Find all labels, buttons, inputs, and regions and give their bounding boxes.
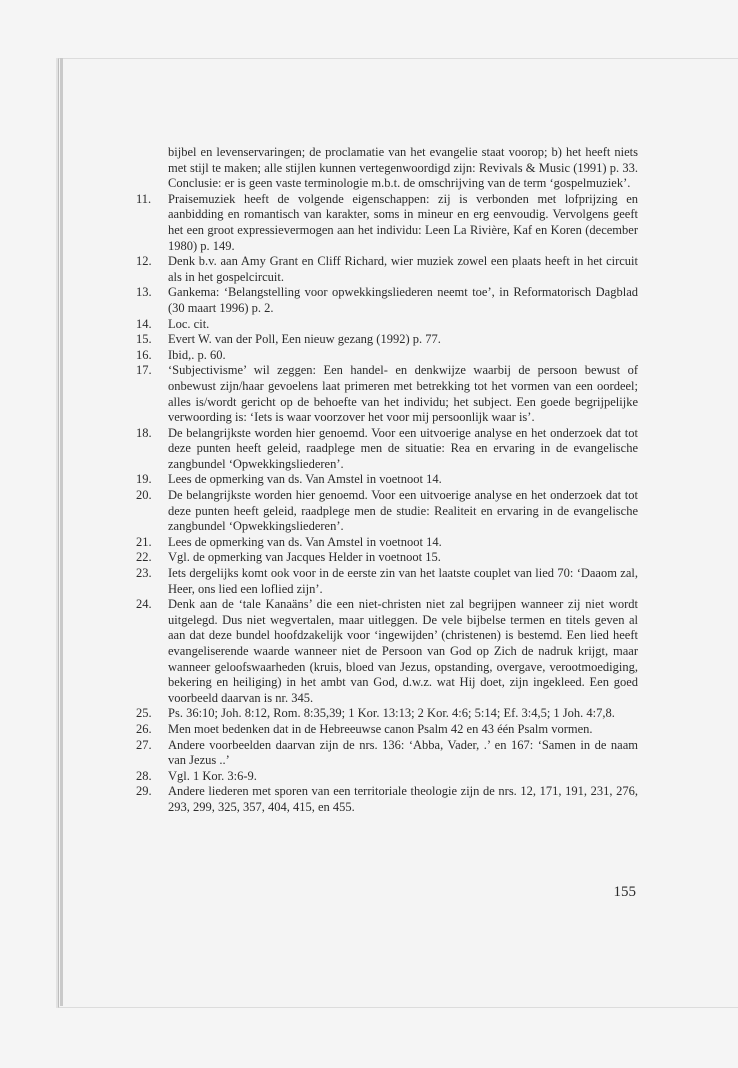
footnote-text: Lees de opmerking van ds. Van Amstel in voetnoot 14.	[168, 472, 442, 487]
footnote-text: De belangrijkste worden hier genoemd. Voor een uitvoerige analyse en het onderzoek dat tot deze punten heeft geleid, raadplege men de situatie: Rea en ervaring in de evangelische zangbundel ‘Opwekkingsliederen’.	[168, 425, 638, 471]
footnote-continuation: bijbel en levenservaringen; de proclamatie van het evangelie staat voorop; b) het heeft niets met stijl te maken; alle stijlen kunnen vertegenwoordigd zijn: Revivals & Music (1991) p. 33. Conclusie: er is geen vaste terminologie m.b.t. de omschrijving van de term ‘gospelmuziek’.	[168, 145, 638, 191]
footnote-number: 12.	[136, 254, 152, 269]
footnote-text: De belangrijkste worden hier genoemd. Voor een uitvoerige analyse en het onderzoek dat tot deze punten heeft geleid, raadplege men de studie: Realiteit en ervaring in de evangelische zangbundel ‘Opwekkingsliederen’.	[168, 488, 638, 534]
footnote-text: Denk b.v. aan Amy Grant en Cliff Richard, wier muziek zowel een plaats heeft in het circuit als in het gospelcircuit.	[168, 254, 638, 284]
footnote-number: 29.	[136, 784, 152, 799]
footnote-number: 17.	[136, 363, 152, 378]
footnote-number: 14.	[136, 316, 152, 331]
footnote-number: 21.	[136, 534, 152, 549]
footnote-number: 13.	[136, 285, 152, 300]
footnote-25	[136, 706, 638, 722]
footnote-number: 16.	[136, 347, 152, 362]
footnote-text: Vgl. 1 Kor. 3:6-9.	[168, 768, 257, 783]
footnote-15	[136, 332, 638, 348]
footnote-text: Denk aan de ‘tale Kanaäns’ die een niet-christen niet zal begrijpen wanneer zij niet wordt uitgelegd. Dus niet wegvertalen, maar uitleggen. De vele bijbelse termen en titels geven al aan dat deze bundel hoofdzakelijk voor ‘ingewijden’ (christenen) is bestemd. Een lied heeft evangeliserende waarde wanneer niet de Persoon van God op Zich de nadruk krijgt, maar wanneer geloofswaarheden (kruis, bloed van Jezus, opstanding, overgave, verootmoediging, bekering en heiliging) in het ambt van God, d.w.z. wat Hij doet, zijn ingekleed. Een goed voorbeeld daarvan is nr. 345.	[168, 597, 638, 705]
footnote-number: 19.	[136, 472, 152, 487]
footnote-19	[136, 472, 638, 488]
footnote-number: 28.	[136, 768, 152, 783]
footnote-18	[136, 426, 638, 473]
footnote-number: 20.	[136, 488, 152, 503]
footnote-20	[136, 488, 638, 535]
footnotes-block	[136, 145, 638, 816]
footnote-number: 15.	[136, 332, 152, 347]
footnote-number: 24.	[136, 597, 152, 612]
footnote-22	[136, 550, 638, 566]
footnote-21	[136, 535, 638, 551]
footnote-number: 25.	[136, 706, 152, 721]
footnote-11	[136, 192, 638, 254]
footnote-number: 27.	[136, 737, 152, 752]
footnote-26	[136, 722, 638, 738]
footnote-number: 23.	[136, 566, 152, 581]
footnote-text: Men moet bedenken dat in de Hebreeuwse canon Psalm 42 en 43 één Psalm vormen.	[168, 721, 593, 736]
footnote-14	[136, 317, 638, 333]
footnote-27	[136, 738, 638, 769]
footnote-23	[136, 566, 638, 597]
footnote-24	[136, 597, 638, 706]
footnote-text: Lees de opmerking van ds. Van Amstel in voetnoot 14.	[168, 534, 442, 549]
footnote-text: Ibid,. p. 60.	[168, 347, 226, 362]
footnote-28	[136, 769, 638, 785]
footnote-text: ‘Subjectivisme’ wil zeggen: Een handel- en denkwijze waarbij de persoon bewust of onbewust zijn/haar gevoelens laat primeren met betrekking tot het vormen van een oordeel; alles is/wordt gericht op de behoefte van het individu; het subject. Een goede begrijpelijke verwoording is: ‘Iets is waar voorzover het voor mij persoonlijk waar is’.	[168, 363, 638, 425]
footnote-text: Andere liederen met sporen van een territoriale theologie zijn de nrs. 12, 171, 191, 231, 276, 293, 299, 325, 357, 404, 415, en 455.	[168, 784, 638, 814]
footnote-16	[136, 348, 638, 364]
footnote-number: 26.	[136, 721, 152, 736]
footnote-text: Ps. 36:10; Joh. 8:12, Rom. 8:35,39; 1 Kor. 13:13; 2 Kor. 4:6; 5:14; Ef. 3:4,5; 1 Joh. 4:7,8.	[168, 706, 615, 721]
footnote-text: Loc. cit.	[168, 316, 210, 331]
footnote-17	[136, 363, 638, 425]
page-number: 155	[613, 884, 636, 900]
footnote-12	[136, 254, 638, 285]
page-spine-edge	[60, 58, 63, 1006]
footnote-13	[136, 285, 638, 316]
footnote-text: Iets dergelijks komt ook voor in de eerste zin van het laatste couplet van lied 70: ‘Daaom zal, Heer, ons lied een loflied zijn’.	[168, 566, 638, 596]
footnote-text: Vgl. de opmerking van Jacques Helder in voetnoot 15.	[168, 550, 441, 565]
footnote-text: Gankema: ‘Belangstelling voor opwekkingsliederen neemt toe’, in Reformatorisch Dagblad (30 maart 1996) p. 2.	[168, 285, 638, 315]
footnote-number: 11.	[136, 191, 152, 206]
footnote-number: 18.	[136, 425, 152, 440]
footnote-text: Evert W. van der Poll, Een nieuw gezang (1992) p. 77.	[168, 332, 441, 347]
footnote-29	[136, 784, 638, 815]
footnote-number: 22.	[136, 550, 152, 565]
footnote-text: Andere voorbeelden daarvan zijn de nrs. 136: ‘Abba, Vader, .’ en 167: ‘Samen in de naam van Jezus ..’	[168, 737, 638, 768]
footnote-text: Praisemuziek heeft de volgende eigenschappen: zij is verbonden met lofprijzing en aanbidding en romantisch van karakter, soms in mineur en erg eenvoudig. Vervolgens geeft het een groot expressievermogen aan het individu: Leen La Rivière, Kaf en Koren (december 1980) p. 149.	[168, 191, 638, 253]
